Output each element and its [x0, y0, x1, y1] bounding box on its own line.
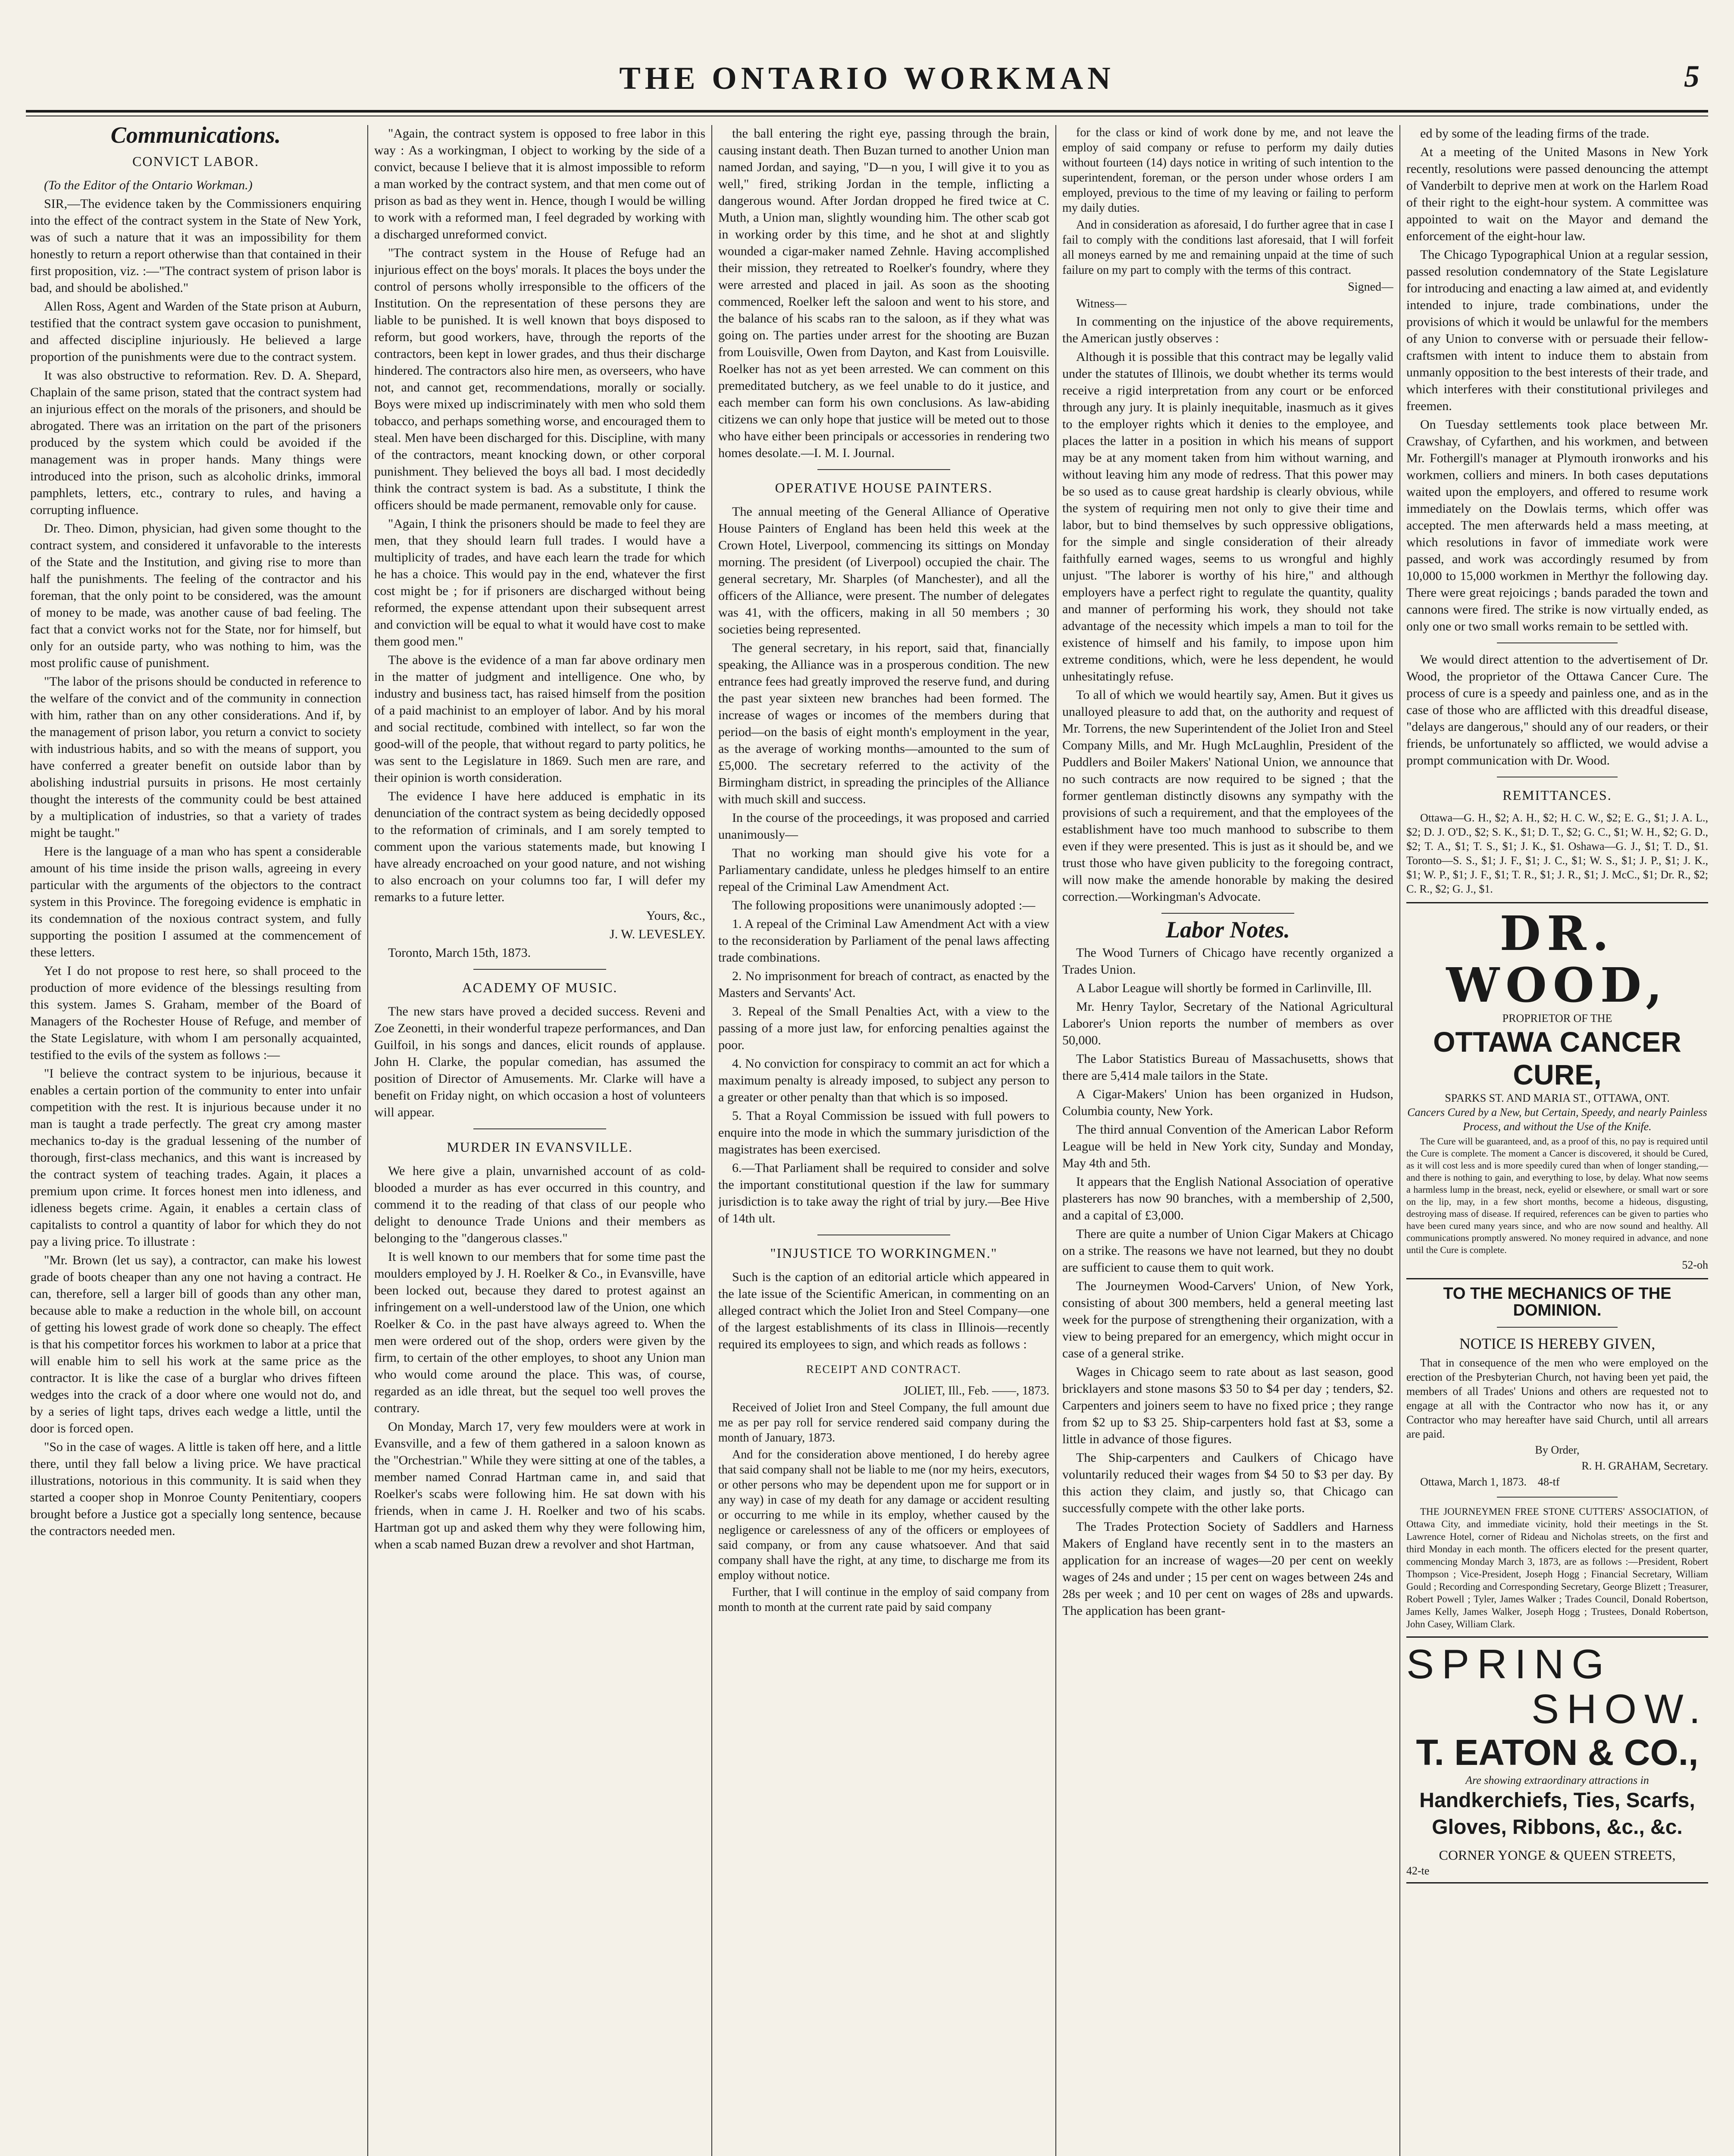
article-body	[1406, 125, 1708, 635]
separator	[1497, 1497, 1618, 1498]
article-paragraph: 6.—That Parliament shall be required to consider and solve the important constitutional question if the law for summary jurisdiction is to take away the right of trial by jury.—Bee Hive of 14th ult.	[718, 1161, 1049, 1225]
eaton-advertisement	[1406, 1636, 1708, 1883]
article-paragraph: 3. Repeal of the Small Penalties Act, with a view to the passing of a more just law, for enforcing penalties against the poor.	[718, 1004, 1049, 1052]
ad-address: SPARKS ST. AND MARIA ST., OTTAWA, ONT.	[1445, 1092, 1670, 1104]
article-body	[1062, 313, 1393, 905]
signoff: Yours, &c.,	[646, 909, 705, 923]
article-heading: REMITTANCES.	[1502, 787, 1612, 803]
ad-cure-name: OTTAWA CANCER CURE,	[1433, 1026, 1681, 1091]
column-divider	[711, 125, 712, 2156]
article-paragraph: Wages in Chicago seem to rate about as last season, good bricklayers and stone masons $3 50 to $4 per day ; tenders, $2. Carpenters and joiners seem to have no fixed price ; they range from $2 up to $3 25. Ship-carpenters hold fast at $3, some a little in advance of those figures.	[1062, 1365, 1393, 1446]
masthead	[26, 60, 1708, 108]
column-divider	[1399, 125, 1400, 2156]
column-3	[718, 125, 1049, 2156]
article-paragraph: Mr. Henry Taylor, Secretary of the National Agricultural Laborer's Union reports the number of members as over 50,000.	[1062, 1000, 1393, 1047]
dr-wood-advertisement	[1406, 902, 1708, 1279]
ad-wares-line-1: Handkerchiefs, Ties, Scarfs,	[1419, 1789, 1695, 1812]
article-heading: "INJUSTICE TO WORKINGMEN."	[770, 1245, 998, 1261]
ad-wares-line-2: Gloves, Ribbons, &c., &c.	[1432, 1816, 1683, 1839]
article-paragraph: The Wood Turners of Chicago have recently organized a Trades Union.	[1062, 946, 1393, 977]
article-paragraph: It appears that the English National Association of operative plasterers has now 90 branches, with a membership of 2,500, and a capital of £3,000.	[1062, 1175, 1393, 1222]
article-paragraph: "Mr. Brown (let us say), a contractor, can make his lowest grade of boots cheaper than any one not having a contract. He can, therefore, sell a larger bill of goods than any other man, because able to make a reduction in the whole bill, on account of getting his lowest grade of work done so cheaply. The effect is that his competitor forces his workmen to labor at a price that will enable him to sell his work at the same price as the contractor. It is like the case of a burglar who drives fifteen wedges into the crack of a door where one would not do, and by a series of light taps, drives each wedge a little, until the door is forced open.	[30, 1253, 361, 1435]
article-paragraph: In commenting on the injustice of the above requirements, the American justly observes :	[1062, 314, 1393, 345]
article-paragraph: The above is the evidence of a man far above ordinary men in the matter of judgment and intelligence. One who, by industry and business tact, has raised himself from the position of a paid machinist to an employer of labor. And by his moral and social rectitude, combined with intellect, so far won the good-will of the people, that without regard to party politics, he was sent to the Legislature in 1869. Such men are rare, and their opinion is worth consideration.	[374, 653, 705, 785]
article-paragraph: The annual meeting of the General Alliance of Operative House Painters of England has been held this week at the Crown Hotel, Liverpool, commencing its sittings on Monday morning. The president (of Liverpool) occupied the chair. The general secretary, Mr. Sharples (of Manchester), and all the officers of the Alliance, were present. The number of delegates was 41, with the officers, making in all 50 members ; 30 societies being represented.	[718, 505, 1049, 636]
article-paragraph: And in consideration as aforesaid, I do further agree that in case I fail to comply with the conditions last aforesaid, that I will forfeit all moneys earned by me and remaining unpaid at the time of such failure on my part to comply with the terms of this contract.	[1062, 218, 1393, 277]
article-paragraph: The general secretary, in his report, said that, financially speaking, the Alliance was in a prosperous condition. The new entrance fees had greatly improved the reserve fund, and during the past year sixteen new branches had been formed. The increase of wages or incomes of the members during that period—on the basis of eight month's employment in the year, as the average of working months—amounted to the sum of £5,000. The secretary referred to the activity of the Birmingham district, in spreading the principles of the Alliance with much skill and success.	[718, 641, 1049, 806]
article-paragraph: Dr. Theo. Dimon, physician, had given some thought to the contract system, and considered it unfavorable to the interests of the State and the Institution, and giving rise to more than half the punishments. The feeling of the contractor and his foreman, that the only point to be considered, was the amount of money to be made, was another cause of bad feeling. The fact that a convict works not for the State, nor for himself, but only for an outside party, who was nothing to him, was the most prolific cause of punishment.	[30, 521, 361, 670]
article-body	[1062, 944, 1393, 1619]
article-body	[718, 1269, 1049, 1353]
article-paragraph: ed by some of the leading firms of the trade.	[1420, 126, 1649, 141]
article-paragraph: On Monday, March 17, very few moulders were at work in Evansville, and a few of them gathered in a saloon known as the "Orchestrian." While they were sitting at one of the tables, a member named Conrad Hartman came in, and said that Roelker's scabs were following him. He sat down with his friends, when in came J. H. Roelker and two of his scabs. Hartman got up and asked them why they were following him, when a scab named Buzan drew a revolver and shot Hartman,	[374, 1420, 705, 1551]
article-paragraph: The evidence I have here adduced is emphatic in its denunciation of the contract system as being decidedly opposed to the reformation of criminals, and I am sorely tempted to comment upon the various statements made, but knowing I have already encroached on your good nature, and not wishing to also encroach on your columns too far, I will defer my remarks to a future letter.	[374, 789, 705, 904]
article-paragraph: The Trades Protection Society of Saddlers and Harness Makers of England have recently sent in to the masters an application for an increase of wages—20 per cent on weekly wages of 24s and under ; 15 per cent on wages between 24s and 28s per week ; and 10 per cent on wages of 28s and upwards. The application has been grant-	[1062, 1520, 1393, 1618]
article-paragraph: In the course of the proceedings, it was proposed and carried unanimously—	[718, 811, 1049, 842]
article-paragraph: "Again, I think the prisoners should be made to feel they are men, that they should learn full trades. I would have a multiplicity of trades, and have each learn the trade for which he has a choice. This would pay in the end, whatever the first cost might be ; for if prisoners are discharged without being reformed, the expense attendant upon their subsequent arrest and conviction will be equal to what it would have cost to make them good men."	[374, 517, 705, 649]
article-paragraph: The Chicago Typographical Union at a regular session, passed resolution condemnatory of the State Legislature for introducing and enacting a law aimed at, and evidently intended to injure, trade combinations, under the provisions of which it would be unlawful for the members of any Union to converse with or persuade their fellow-craftsmen with intent to induce them to abstain from unmanly opposition to the best interests of their trade, and which interferes with their constitutional privileges and freemen.	[1406, 248, 1708, 413]
article-heading: ACADEMY OF MUSIC.	[462, 980, 618, 995]
signature: J. W. LEVESLEY.	[610, 927, 705, 941]
article-heading: OPERATIVE HOUSE PAINTERS.	[775, 480, 993, 495]
article-paragraph: Such is the caption of an editorial article which appeared in the late issue of the Scientific American, in commenting on an alleged contract which the Joliet Iron and Steel Company—one of the largest establishments of its class in Illinois—recently required its employees to sign, and which reads as follows :	[718, 1270, 1049, 1351]
separator	[1497, 642, 1618, 643]
column-4	[1062, 125, 1393, 2156]
column-divider	[1055, 125, 1056, 2156]
column-divider	[367, 125, 368, 2156]
dateline: JOLIET, Ill., Feb. ——, 1873.	[903, 1384, 1049, 1398]
ad-company: T. EATON & CO.,	[1416, 1732, 1699, 1773]
separator	[817, 469, 950, 470]
page-number: 5	[1684, 59, 1700, 94]
salutation: (To the Editor of the Ontario Workman.)	[44, 178, 253, 192]
article-paragraph: It is well known to our members that for some time past the moulders employed by J. H. Roelker & Co., in Evansville, have been locked out, because they dared to protest against an infringement on a well-understood law of the Union, one which Roelker & Co. in the past have always agreed to. When the men were ordered out of the shop, orders were given by the firm, to certain of the other employes, to shoot any Union man who would come around the place. This was, of course, regarded as an idle threat, but the sequel too well proves the contrary.	[374, 1250, 705, 1415]
article-paragraph: Here is the language of a man who has spent a considerable amount of his time inside the prison walls, agreeing in every particular with the arguments of the objectors to the contract system in this Province. The foregoing evidence is emphatic in its condemnation of the noxious contract system, and fully supporting the position I assumed at the commencement of these letters.	[30, 844, 361, 959]
ad-show: SHOW.	[1531, 1686, 1708, 1732]
ad-tagline: Cancers Cured by a New, but Certain, Speedy, and nearly Painless Process, and without the Use of the Knife.	[1407, 1106, 1707, 1133]
dateline: Toronto, March 15th, 1873.	[388, 946, 531, 960]
notice-signature: R. H. GRAHAM, Secretary.	[1581, 1460, 1708, 1472]
article-paragraph: 1. A repeal of the Criminal Law Amendment Act with a view to the reconsideration by Parliament of the penal laws affecting trade combinations.	[718, 917, 1049, 965]
ad-proprietor: PROPRIETOR OF THE	[1502, 1012, 1612, 1025]
article-paragraph: the ball entering the right eye, passing through the brain, causing instant death. Then Buzan turned to another Union man named Jordan, and saying, "D—n you, I will give it to you as well," fired, striking Jordan in the temple, inflicting a dangerous wound. After Jordan dropped he fired twice at C. Muth, a Union man, slightly wounding him. The other scab got in working order by this time, and he shot at and slightly wounded a cigar-maker named Zehnle. Having accomplished their mission, they retreated to Roelker's foundry, where they were arrested and placed in jail. As soon as the shooting commenced, Roelker left the saloon and went to his store, and the balance of his scabs ran to the saloon, as if they what was going on. The parties under arrest for the shooting are Buzan from Louisville, Owen from Dayton, and Kast from Louisville. Roelker has not as yet been arrested. We can comment on this premeditated butchery, as we feel unable to do it justice, and each member can form his own conclusions. As law-abiding citizens we can only hope that justice will be meted out to those who have either been principals or accessories in rendering two homes desolate.—I. M. I. Journal.	[718, 126, 1049, 460]
article-paragraph: The following propositions were unanimously adopted :—	[732, 898, 1036, 912]
article-body	[374, 125, 705, 906]
article-paragraph: The Ship-carpenters and Caulkers of Chicago have voluntarily reduced their wages from $4 50 to $3 per day. By this action they claim, and justly so, that Chicago can successfully compete with the other lake ports.	[1062, 1451, 1393, 1515]
ad-code: 52-oh	[1682, 1259, 1708, 1271]
article-paragraph: Received of Joliet Iron and Steel Company, the full amount due me as per pay roll for service rendered said company during the month of January, 1873.	[718, 1401, 1049, 1445]
editorial-notice: We would direct attention to the advertisement of Dr. Wood, the proprietor of the Ottawa Cancer Cure. The process of cure is a speedy and painless one, and as in the case of those who are afflicted with this dreadful disease, "delays are dangerous," should any of our readers, or their friends, be unfortunately so afflicted, we would advise a prompt communication with Dr. Wood.	[1406, 652, 1708, 768]
article-paragraph: "The contract system in the House of Refuge had an injurious effect on the boys' morals. It places the boys under the control of persons wholly irresponsible to the officers of the Institution. On the representation of these persons they are liable to be punished. It is well known that boys disposed to reform, but good workers, have, through the reports of the contractors, been kept in lower grades, and thus their discharge hindered. The contractors also hire men, as overseers, who have not, and cannot get, recommendations, morally or socially. Boys were mixed up indiscriminately with men who sold them tobacco, and perhaps something worse, and encouraged them to steal. Men have been discharged for this. Discipline, with many of the contractors, meant knocking down, or other corporal punishment. They believed the boys all bad. I most decidedly think the contract system is bad. As a substitute, I think the officers should be made permanent, removable only for cause.	[374, 246, 705, 512]
article-body	[30, 195, 361, 1539]
article-paragraph: A Cigar-Makers' Union has been organized in Hudson, Columbia county, New York.	[1062, 1087, 1393, 1118]
notice-order: By Order,	[1535, 1444, 1580, 1456]
stonecutters-notice: THE JOURNEYMEN FREE STONE CUTTERS' ASSOCIATION, of Ottawa City, and immediate vicinity, hold their meetings in the St. Lawrence Hotel, corner of Rideau and Nicholas streets, on the first and third Monday in each month. The officers elected for the present quarter, commencing Monday March 3, 1873, are as follows :—President, Robert Thompson ; Vice-President, Joseph Hogg ; Financial Secretary, William Gould ; Recording and Corresponding Secretary, George Blizett ; Treasurer, Robert Powell ; Tyler, James Walker ; Trades Council, Donald Robertson, James Kelly, James Walker, Joseph Hogg ; Trustees, Donald Robertson, John Casey, William Clark.	[1406, 1506, 1708, 1630]
article-body	[1062, 125, 1393, 278]
article-paragraph: 4. No conviction for conspiracy to commit an act for which a maximum penalty is already imposed, to subject any person to a greater or other penalty than that which is so imposed.	[718, 1056, 1049, 1104]
remittances-list: Ottawa—G. H., $2; A. H., $2; H. C. W., $2; E. G., $1; J. A. L., $2; D. J. O'D., $2; S. K., $1; D. T., $2; G. C., $1; W. H., $2; G. D., $2; T. A., $1; T. S., $1; J. K., $1. Oshawa—G. J., $1; T. D., $1. Toronto—S. S., $1; J. F., $1; J. C., $1; W. S., $1; J. P., $1; J. K., $1; W. P., $1; J. F., $1; T. R., $1; J. R., $1; J. McC., $1; Dr. R., $2; C. R., $2; G. J., $1.	[1406, 812, 1708, 895]
article-paragraph: Further, that I will continue in the employ of said company from month to month at the current rate paid by said company	[718, 1586, 1049, 1614]
article-body	[718, 1400, 1049, 1615]
mechanics-heading: TO THE MECHANICS OF THE DOMINION.	[1443, 1285, 1671, 1319]
header-rule	[26, 110, 1708, 113]
section-heading: Communications.	[110, 125, 281, 148]
article-paragraph: And for the consideration above mentioned, I do hereby agree that said company shall not be liable to me (nor my heirs, executors, or other persons who may be dependent upon me for support or in any way) in case of my death for any damage or accident resulting or occurring to me while in its employ, whether caused by the negligence or carelessness of any of the officers or employees of said company, or from any cause whatsoever. And that said company shall have the right, at any time, to discharge me from its employ without notice.	[718, 1448, 1049, 1582]
notice-date	[1406, 1475, 1708, 1489]
article-paragraph: for the class or kind of work done by me, and not leave the employ of said company or refuse to perform my daily duties without fourteen (14) days notice in writing of such intention to the superintendent, foreman, or the person under whose orders I am employed, previous to the time of my leaving or failing to perform my daily duties.	[1062, 126, 1393, 215]
ad-spring: SPRING	[1406, 1641, 1612, 1687]
article-paragraph: "I believe the contract system to be injurious, because it enables a certain portion of the community to enter into unfair competition with the rest. It is injurious because under it no man is taught a trade perfectly. The great cry among master mechanics to-day is the gradual lessening of the number of thorough, first-class mechanics, and this want is increased by the contract system of teaching trades. Again, it places a premium upon crime. It forces honest men into idleness, and idleness begets crime. Again, it enables a certain class of capitalists to control a quantity of labor for which they do not pay a living price. To illustrate :	[30, 1066, 361, 1249]
ad-address: CORNER YONGE & QUEEN STREETS,	[1439, 1847, 1676, 1863]
column-5	[1406, 125, 1708, 2156]
article-paragraph: The third annual Convention of the American Labor Reform League will be held in New York city, Sunday and Monday, May 4th and 5th.	[1062, 1122, 1393, 1170]
separator	[1497, 1327, 1618, 1328]
article-paragraph: Allen Ross, Agent and Warden of the State prison at Auburn, testified that the contract system gave occasion to punishment, and affected discipline injuriously. He believed a large proportion of the punishments were due to the contract system.	[30, 299, 361, 364]
article-paragraph: The new stars have proved a decided success. Reveni and Zoe Zeonetti, in their wonderful trapeze performances, and Dan Guilfoil, in his songs and dances, elicit rounds of applause. John H. Clarke, the popular comedian, has assumed the position of Director of Amusements. Mr. Clarke will have a benefit on Friday night, on which occasion a host of volunteers will appear.	[374, 1004, 705, 1119]
signed-line: Signed—	[1348, 280, 1393, 294]
notice-date-text: Ottawa, March 1, 1873.	[1420, 1476, 1527, 1488]
separator	[473, 969, 606, 970]
article-heading: CONVICT LABOR.	[132, 154, 260, 169]
subheading: RECEIPT AND CONTRACT.	[806, 1363, 961, 1376]
article-body	[718, 503, 1049, 1227]
article-paragraph: 5. That a Royal Commission be issued with full powers to enquire into the mode in which the summary jurisdiction of the magistrates has been exercised.	[718, 1109, 1049, 1156]
article-body	[374, 1163, 705, 1553]
article-paragraph: "The labor of the prisons should be conducted in reference to the welfare of the convict and of the community in connection with him, rather than on any other considerations. And if, by the management of prison labor, you return a convict to society with industrious habits, and so with the means of support, you have conferred a greater benefit on outside labor than by abolishing industrial pursuits in prisons. He most certainly thought the interests of the community could be best attained by a multiplication of industries, so that a variety of trades might be taught."	[30, 674, 361, 840]
article-body	[718, 125, 1049, 461]
section-heading: Labor Notes.	[1166, 917, 1290, 943]
notice-code: 48-tf	[1537, 1476, 1560, 1488]
ad-code: 42-te	[1406, 1865, 1430, 1877]
ad-name: DR. WOOD,	[1446, 906, 1668, 1013]
article-paragraph: On Tuesday settlements took place between Mr. Crawshay, of Cyfarthen, and his workmen, and between Mr. Fothergill's manager at Plymouth ironworks and his workmen, colliers and miners. In both cases deputations waited upon the employers, and offered to resume work immediately on the Dowlais terms, which offer was accepted. The men afterwards held a mass meeting, at which resolutions in favor of immediate work were passed, and work was accordingly resumed by from 10,000 to 15,000 workmen in Merthyr the following day. There were great rejoicings ; bands paraded the town and cannons were fired. The strike is now virtually ended, as only one or two small works remain to be settled with.	[1406, 417, 1708, 633]
article-paragraph: The Journeymen Wood-Carvers' Union, of New York, consisting of about 300 members, held a general meeting last week for the purpose of strengthening their organization, with a view to being prepared for an emergency, which might occur in case of a general strike.	[1062, 1279, 1393, 1360]
ad-body: The Cure will be guaranteed, and, as a proof of this, no pay is required until the Cure is complete. The moment a Cancer is discovered, it should be Cured, as it will cost less and is more speedily cured than when of longer standing,—and there is nothing to gain, and everything to lose, by delay. What now seems a harmless lump in the breast, neck, eyelid or elsewhere, or small wart or sore on the lip, may, in a few short months, become a hideous, disgusting, destroying mass of disease. If required, references can be given to parties who have been cured many years since, and who are now sound and healthy. All communications promptly answered. No money required in advance, and none until the Cure is complete.	[1406, 1136, 1708, 1255]
separator	[1161, 913, 1294, 914]
article-paragraph: "So in the case of wages. A little is taken off here, and a little there, until they fall below a living price. We have practical illustrations, notorious in this community. It is said when they started a cooper shop in Monroe County Penitentiary, coopers brought before a Justice got a specially long sentence, because the contractors needed men.	[30, 1440, 361, 1538]
article-paragraph: A Labor League will shortly be formed in Carlinville, Ill.	[1076, 981, 1372, 995]
separator	[473, 1128, 606, 1129]
article-paragraph: That no working man should give his vote for a Parliamentary candidate, unless he pledges himself to an entire repeal of the Criminal Law Amendment Act.	[718, 846, 1049, 894]
ad-subline: Are showing extraordinary attractions in	[1465, 1774, 1649, 1786]
article-heading: MURDER IN EVANSVILLE.	[447, 1139, 633, 1155]
article-paragraph: It was also obstructive to reformation. Rev. D. A. Shepard, Chaplain of the same prison, stated that the contract system had an injurious effect on the morals of the prisoners, and should be abrogated. There was an irritation on the part of the prisoners produced by the system which could be avoided if the management was in proper hands. Many things were introduced into the prison, such as alcoholic drinks, immoral pamphlets, letters, etc., contrary to rules, and having a corrupting influence.	[30, 368, 361, 517]
article-paragraph: 2. No imprisonment for breach of contract, as enacted by the Masters and Servants' Act.	[718, 969, 1049, 1000]
notice-heading: NOTICE IS HEREBY GIVEN,	[1459, 1335, 1656, 1352]
witness-line: Witness—	[1076, 297, 1127, 310]
article-paragraph: The Labor Statistics Bureau of Massachusetts, shows that there are 5,414 male tailors in the State.	[1062, 1052, 1393, 1083]
article-paragraph: We here give a plain, unvarnished account of as cold-blooded a murder as has ever occurred in this country, and commend it to the reading of that class of our people who delight to denounce Trade Unions and their members as belonging to the "dangerous classes."	[374, 1164, 705, 1245]
article-paragraph: SIR,—The evidence taken by the Commissioners enquiring into the effect of the contract system in the State of New York, was of such a nature that it was an impossibility for them honestly to return a report otherwise than that contained in their first proposition, viz. :—"The contract system of prison labor is bad, and should be abolished."	[30, 197, 361, 295]
article-paragraph: Yet I do not propose to rest here, so shall proceed to the production of more evidence of the blessings resulting from this system. James S. Graham, member of the Board of Managers of the Rochester House of Refuge, and member of the State Legislature, with whom I am personally acquainted, testified to the evils of the system as follows :—	[30, 964, 361, 1062]
column-2	[374, 125, 705, 2156]
notice-body: That in consequence of the men who were employed on the erection of the Presbyterian Church, not having been yet paid, the members of all Trades' Unions and others are requested not to engage at all with the Contractor who now has it, or any Contractor who may hereafter have said Church, until all arrears are paid.	[1406, 1357, 1708, 1440]
article-paragraph: There are quite a number of Union Cigar Makers at Chicago on a strike. The reasons we have not learned, but they no doubt are sufficient to cause them to quit work.	[1062, 1227, 1393, 1275]
column-1	[30, 125, 361, 2156]
newspaper-title: THE ONTARIO WORKMAN	[619, 61, 1115, 96]
article-paragraph: To all of which we would heartily say, Amen. But it gives us unalloyed pleasure to add that, on the authority and request of Mr. Torrens, the new Superintendent of the Joliet Iron and Steel Company Mills, and Mr. Hugh McLaughlin, President of the Puddlers and Boiler Makers' National Union, we announce that no such contracts are now required to be signed ; that the former gentleman distinctly disowns any sympathy with the provisions of such a requirement, and that the employees of the establishment have too much manhood to subscribe to them even if they were presented. This is just as it should be, and we trust those who have given publicity to the foregoing contract, will now make the amende honorable by making the desired correction.—Workingman's Advocate.	[1062, 688, 1393, 904]
article-paragraph: "Again, the contract system is opposed to free labor in this way : As a workingman, I object to working by the side of a convict, because I believe that it is almost impossible to reform a man worked by the contract system, and that men come out of prison as bad as they went in. Hence, though I would be willing to work with a reformed man, I feel degraded by working with a discharged unreformed convict.	[374, 126, 705, 241]
article-paragraph: At a meeting of the United Masons in New York recently, resolutions were passed denouncing the attempt of Vanderbilt to deprive men at work on the Harlem Road of their right to the eight-hour system. A committee was appointed to wait on the Mayor and demand the enforcement of the eight-hour law.	[1406, 145, 1708, 243]
article-paragraph: Although it is possible that this contract may be legally valid under the statutes of Illinois, we doubt whether its terms would receive a rigid interpretation from any court or be enforced through any jury. It is plainly inequitable, inasmuch as it gives to the employer rights which it denies to the employee, and places the latter in a position in which his means of support may be at any moment taken from him without warning, and without leaving him any mode of redress. That this power may be so used as to cause great hardship is clearly obvious, while the system of requiring men not only to give their time and labor, but to bind themselves by such oppressive obligations, for the simple and single consideration of their already faithfully earned wages, seems to us wrongful and highly unjust. "The laborer is worthy of his hire," and although employers have a perfect right to regulate the quantity, quality and manner of performing his work, they should not take advantage of the necessity which impels a man to toil for the existence of himself and his family, to impose upon him extreme conditions, which, were he less dependent, he would unhesitatingly refuse.	[1062, 350, 1393, 683]
